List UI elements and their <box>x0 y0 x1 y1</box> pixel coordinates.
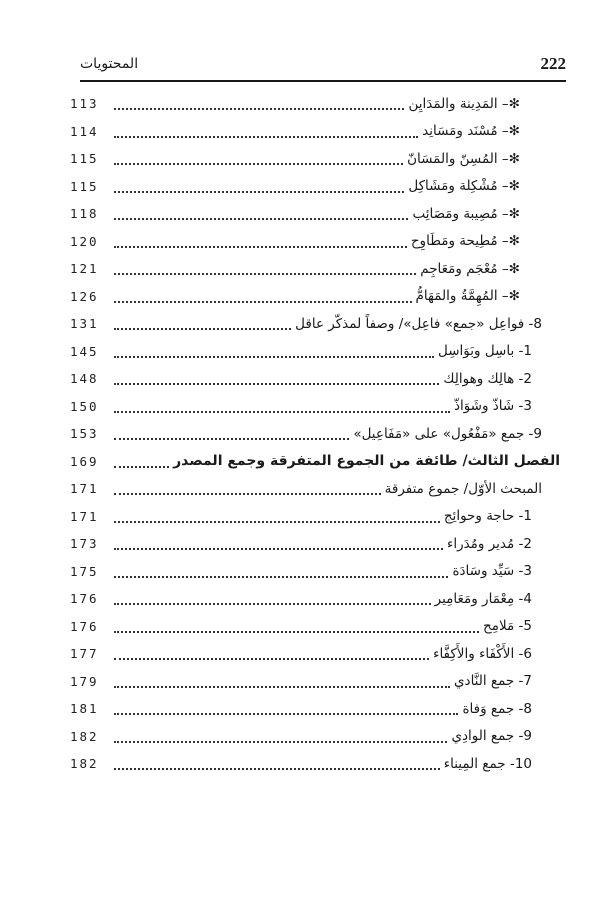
toc-entry[interactable] <box>70 585 560 613</box>
toc-entry-page: 153 <box>70 426 99 442</box>
toc-entry-title: ✻– مُسْنَد ومَسَانِد <box>422 123 520 140</box>
toc-entry-title: 10- جمع المِيناء <box>443 755 532 772</box>
toc-entry[interactable] <box>70 145 560 173</box>
toc-entry-page: 175 <box>70 563 99 579</box>
dot-leader <box>114 740 447 743</box>
toc-entry[interactable] <box>70 255 560 283</box>
toc-entry[interactable] <box>70 503 560 531</box>
toc-entry[interactable] <box>70 475 560 503</box>
toc-entry-title: 1- حاجة وحوائِج <box>443 508 532 525</box>
toc-entry-page: 182 <box>70 756 99 772</box>
toc-entry[interactable] <box>70 420 560 448</box>
toc-entry-page: 126 <box>70 288 99 304</box>
page-number: 222 <box>540 54 566 73</box>
toc-entry-page: 114 <box>70 123 99 139</box>
toc-entry-page: 171 <box>70 481 99 497</box>
toc-entry-title: 5- مَلامِح <box>483 618 532 635</box>
toc-entry-page: 177 <box>70 646 99 662</box>
toc-entry-page: 118 <box>70 206 99 222</box>
toc-entry-page: 176 <box>70 591 99 607</box>
dot-leader <box>114 602 431 605</box>
toc-entry[interactable] <box>70 118 560 146</box>
toc-entry-title: 6- الأَكْفَاء والأَكِفَّاء <box>433 645 532 662</box>
toc-entry-page: 176 <box>70 618 99 634</box>
toc-entry-title: 9- جمع الوادِي <box>451 728 532 745</box>
dot-leader <box>114 355 434 358</box>
toc-entry-page: 120 <box>70 233 99 249</box>
toc-entry-page: 121 <box>70 261 99 277</box>
toc-entry-title: 9- جمع «مَفْعُول» على «مَفَاعِيل» <box>353 425 542 442</box>
dot-leader <box>114 217 408 220</box>
toc-entry-title: 8- جمع وَفاة <box>462 700 532 717</box>
toc-entry[interactable] <box>70 530 560 558</box>
toc-entry-title: 2- هالِك وهوالِك <box>443 370 532 387</box>
dot-leader <box>114 575 448 578</box>
table-of-contents <box>70 90 560 778</box>
toc-entry[interactable] <box>70 365 560 393</box>
dot-leader <box>114 382 439 385</box>
running-header <box>80 52 566 80</box>
dot-leader <box>114 300 412 303</box>
toc-entry-title: الفصل الثالث/ طائفة من الجموع المتفرقة وجمع المصدر <box>173 453 560 470</box>
toc-entry-title: المبحث الأوّل/ جموع متفرقة <box>384 480 542 497</box>
toc-entry[interactable] <box>70 200 560 228</box>
toc-entry-page: 131 <box>70 316 99 332</box>
dot-leader <box>114 657 429 660</box>
toc-entry[interactable] <box>70 613 560 641</box>
header-title: المحتويات <box>80 56 139 72</box>
toc-entry-page: 171 <box>70 508 99 524</box>
toc-entry[interactable] <box>70 228 560 256</box>
dot-leader <box>114 107 404 110</box>
dot-leader <box>114 135 418 138</box>
dot-leader <box>114 492 381 495</box>
toc-entry-title: 8- فواعِل «جمع» فاعِل»/ وصفاً لمذكّر عاقل <box>295 315 542 332</box>
dot-leader <box>114 767 440 770</box>
dot-leader <box>114 190 404 193</box>
toc-entry[interactable] <box>70 750 560 778</box>
toc-entry[interactable] <box>70 310 560 338</box>
toc-entry-page: 169 <box>70 453 99 469</box>
toc-entry-page: 150 <box>70 398 99 414</box>
toc-entry-page: 115 <box>70 151 99 167</box>
toc-entry-page: 182 <box>70 728 99 744</box>
toc-entry-title: 4- مِعْمَار ومَعَامِير <box>434 590 532 607</box>
toc-entry[interactable] <box>70 558 560 586</box>
toc-entry[interactable] <box>70 640 560 668</box>
dot-leader <box>114 437 349 440</box>
dot-leader <box>114 162 403 165</box>
toc-entry[interactable] <box>70 695 560 723</box>
toc-entry-title: 2- مُدير ومُدَراء <box>446 535 532 552</box>
toc-entry-title: ✻– المُسِنّ والمَسَانّ <box>407 150 520 167</box>
toc-entry[interactable] <box>70 90 560 118</box>
toc-entry-title: 7- جمع النَّادي <box>453 673 532 690</box>
toc-entry[interactable] <box>70 723 560 751</box>
dot-leader <box>114 465 169 468</box>
toc-entry[interactable] <box>70 668 560 696</box>
toc-entry[interactable] <box>70 283 560 311</box>
dot-leader <box>114 712 458 715</box>
toc-entry-page: 113 <box>70 96 99 112</box>
header-rule <box>80 80 566 82</box>
dot-leader <box>114 630 479 633</box>
toc-entry-title: 3- سَيِّد وسَادَة <box>452 563 532 580</box>
toc-entry-page: 181 <box>70 701 99 717</box>
toc-entry-title: ✻– المُهِمَّةُ والمَهَامُّ <box>415 288 520 305</box>
toc-entry-title: ✻– مُطِيحة ومَطَاوِح <box>410 233 520 250</box>
toc-entry-title: ✻– مُصِيبة ومَصَائِب <box>412 205 520 222</box>
dot-leader <box>114 245 407 248</box>
dot-leader <box>114 272 416 275</box>
toc-entry[interactable] <box>70 173 560 201</box>
toc-entry-title: ✻– مُعْجَم ومَعَاجِم <box>420 260 520 277</box>
toc-entry-title: 1- باسِل وبَوَاسِل <box>438 343 532 360</box>
dot-leader <box>114 547 443 550</box>
toc-entry-page: 179 <box>70 673 99 689</box>
dot-leader <box>114 520 440 523</box>
toc-entry-page: 115 <box>70 178 99 194</box>
dot-leader <box>114 410 450 413</box>
toc-entry-page: 173 <box>70 536 99 552</box>
toc-entry-page: 148 <box>70 371 99 387</box>
dot-leader <box>114 685 450 688</box>
toc-entry-title: 3- شَاذّ وشَوَاذّ <box>453 398 532 415</box>
toc-entry-page: 145 <box>70 343 99 359</box>
toc-entry[interactable] <box>70 338 560 366</box>
toc-entry-title: ✻– مُشْكِلة ومَشَاكِل <box>408 178 520 195</box>
toc-entry-title: ✻– المَدِينة والمَدَايِن <box>408 95 520 112</box>
toc-entry[interactable] <box>70 448 560 476</box>
dot-leader <box>114 327 291 330</box>
toc-entry[interactable] <box>70 393 560 421</box>
